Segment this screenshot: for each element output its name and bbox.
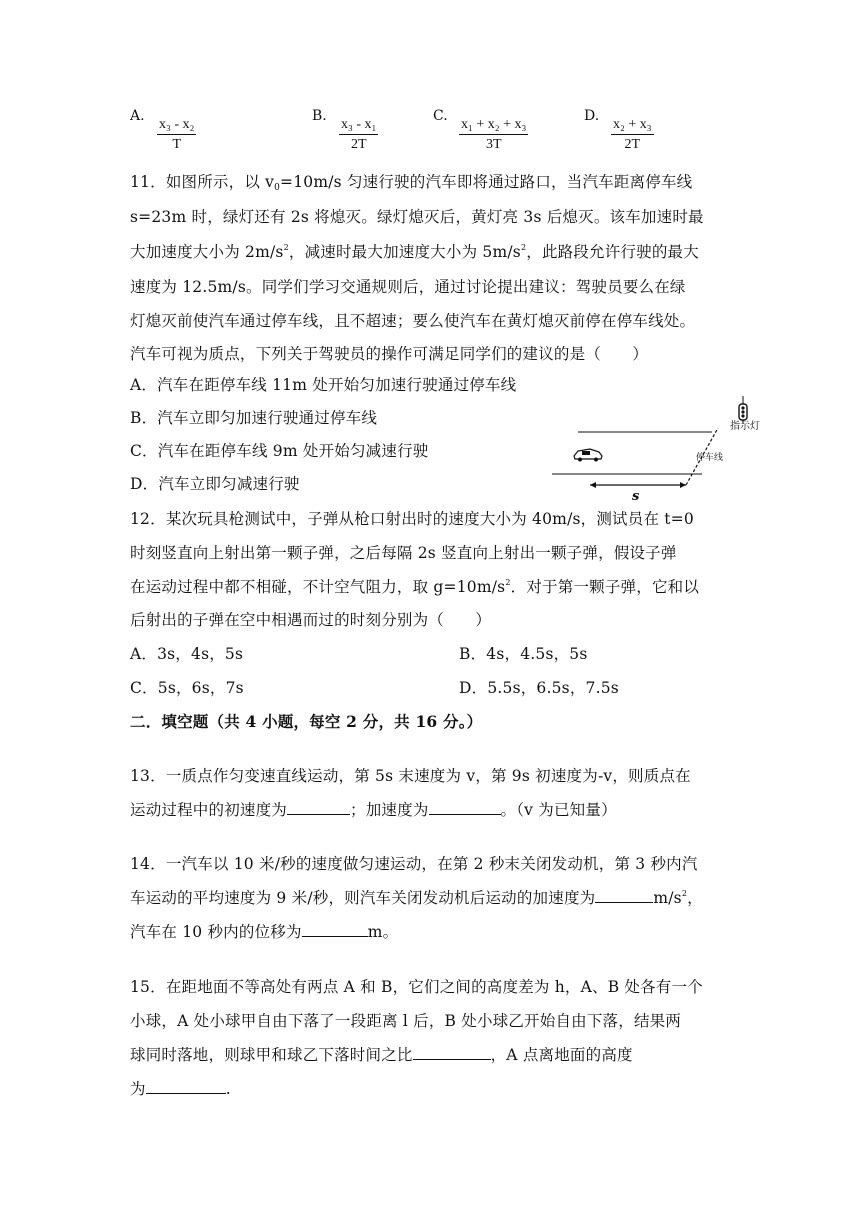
q10-option-c-letter: C. (433, 108, 448, 124)
q10-option-b-fraction (339, 117, 378, 153)
q12-line-3-text-b: ．对于第一颗子弹，它和以 (510, 578, 700, 596)
q14-line-3-text-b: m。 (367, 923, 399, 941)
q10-option-a-fraction (157, 117, 196, 153)
section-2-title: 二．填空题（共 4 小题，每空 2 分，共 16 分。） (130, 712, 483, 731)
q11-option-c: C．汽车在距停车线 9m 处开始匀减速行驶 (130, 442, 429, 460)
traffic-light-icon (739, 396, 747, 424)
q11-line-3-text-b: ，减速时最大加速度大小为 5m/s (288, 243, 521, 261)
q15-line-3-text-b: ，A 点离地面的高度 (490, 1046, 633, 1064)
q10-option-d-denominator: 2T (624, 137, 641, 152)
q14-line-3 (130, 920, 398, 942)
q14-line-1: 14．一汽车以 10 米/秒的速度做匀速运动，在第 2 秒末关闭发动机，第 3 秒内汽 (130, 855, 698, 873)
q15-line-4-text-b: . (225, 1080, 231, 1098)
q10-option-b-numerator: x₃ - x₁ (339, 117, 378, 135)
q11-line-1 (130, 170, 692, 193)
q11-line-1-text-a: 11．如图所示，以 v (130, 173, 275, 191)
q10-option-c-fraction (459, 117, 528, 153)
q15-line-3 (130, 1043, 633, 1065)
q11-exponent-2: 2 (520, 243, 527, 252)
q10-option-a-letter: A. (130, 108, 145, 124)
q11-line-1-text-b: =10m/s 匀速行驶的汽车即将通过路口，当汽车距离停车线 (280, 173, 693, 191)
q10-option-b-denominator: 2T (350, 137, 367, 152)
q13-answer-blank-1[interactable] (287, 800, 350, 815)
q11-line-3 (130, 240, 699, 262)
q13-line-1: 13．一质点作匀变速直线运动，第 5s 末速度为 v，第 9s 初速度为-v，则质点在 (130, 767, 691, 785)
q14-answer-blank-1[interactable] (595, 888, 653, 903)
q15-line-4 (130, 1077, 231, 1099)
q13-line-2-text-c: 。（v 为已知量） (500, 801, 617, 819)
q15-line-1: 15．在距地面不等高处有两点 A 和 B，它们之间的高度差为 h，A、B 处各有一个 (130, 978, 703, 996)
q11-option-d: D．汽车立即匀减速行驶 (130, 475, 300, 493)
q13-line-2 (130, 798, 617, 820)
arrow-head-right (680, 482, 686, 488)
q14-line-2-text-a: 车运动的平均速度为 9 米/秒，则汽车关闭发动机后运动的加速度为 (130, 889, 596, 907)
q11-exponent-1: 2 (283, 243, 289, 252)
q15-answer-blank-2[interactable] (146, 1079, 226, 1094)
q12-option-a: A．3s，4s，5s (130, 645, 244, 663)
q12-line-3-text-a: 在运动过程中都不相碰，不计空气阻力，取 g=10m/s (130, 578, 506, 596)
q14-exponent: 2 (681, 889, 688, 898)
q15-line-2: 小球，A 处小球甲自由下落了一段距离 l 后，B 处小球乙开始自由下落，结果两 (130, 1012, 682, 1030)
q11-line-2: s=23m 时，绿灯还有 2s 将熄灭。绿灯熄灭后，黄灯亮 3s 后熄灭。该车加速时最 (130, 208, 704, 226)
q12-exponent: 2 (505, 578, 511, 587)
q15-answer-blank-1[interactable] (413, 1045, 491, 1060)
q11-line-3-text-c: ，此路段允许行驶的最大 (526, 243, 699, 261)
q11-option-b: B．汽车立即匀加速行驶通过停车线 (130, 409, 378, 427)
car-icon (574, 449, 602, 462)
q12-line-2: 时刻竖直向上射出第一颗子弹，之后每隔 2s 竖直向上射出一颗子弹，假设子弹 (130, 544, 677, 562)
q14-line-2 (130, 886, 703, 908)
q10-option-d-numerator: x₂ + x₃ (611, 117, 654, 135)
q10-option-b-letter: B. (312, 108, 327, 124)
q10-option-c-denominator: 3T (485, 137, 502, 152)
arrow-head-left (590, 482, 596, 488)
q14-answer-blank-2[interactable] (302, 922, 368, 937)
q14-line-2-unit: m/s (653, 889, 682, 907)
q11-line-6: 汽车可视为质点，下列关于驾驶员的操作可满足同学们的建议的是（ ） (130, 345, 649, 363)
q15-line-3-text-a: 球同时落地，则球甲和球乙下落时间之比 (130, 1046, 413, 1064)
q13-line-2-text-a: 运动过程中的初速度为 (130, 801, 288, 819)
q12-option-d: D．5.5s，6.5s，7.5s (459, 679, 619, 697)
light-label: 指示灯 (730, 421, 760, 432)
q13-line-2-text-b: ；加速度为 (350, 801, 429, 819)
q12-line-4: 后射出的子弹在空中相遇而过的时刻分别为（ ） (130, 611, 492, 629)
q11-v0-subscript: 0 (274, 183, 281, 193)
q14-line-3-text-a: 汽车在 10 秒内的位移为 (130, 923, 302, 941)
distance-label: s (632, 489, 640, 504)
q13-answer-blank-2[interactable] (429, 800, 501, 815)
q11-line-4: 速度为 12.5m/s。同学们学习交通规则后，通过讨论提出建议：驾驶员要么在绿 (130, 278, 686, 296)
q14-line-2-text-c: ， (687, 889, 703, 907)
q10-option-a-numerator: x₃ - x₂ (157, 117, 196, 135)
stop-line-label: 停车线 (696, 453, 724, 463)
q11-option-a: A．汽车在距停车线 11m 处开始匀加速行驶通过停车线 (130, 376, 517, 394)
q15-line-4-text-a: 为 (130, 1080, 146, 1098)
q11-line-5: 灯熄灭前使汽车通过停车线，且不超速；要么使汽车在黄灯熄灭前停在停车线处。 (130, 312, 696, 330)
q11-figure (552, 394, 774, 504)
q12-option-b: B．4s，4.5s，5s (459, 645, 588, 663)
q12-option-c: C．5s，6s，7s (130, 679, 244, 697)
q11-line-3-text-a: 大加速度大小为 2m/s (130, 243, 284, 261)
q10-option-c-numerator: x₁ + x₂ + x₃ (459, 117, 528, 135)
q10-option-d-fraction (611, 117, 654, 153)
q12-line-3 (130, 575, 699, 597)
q12-line-1: 12．某次玩具枪测试中，子弹从枪口射出时的速度大小为 40m/s，测试员在 t=0 (130, 510, 694, 528)
q10-option-a-denominator: T (172, 137, 181, 152)
q10-option-d-letter: D. (584, 108, 600, 124)
